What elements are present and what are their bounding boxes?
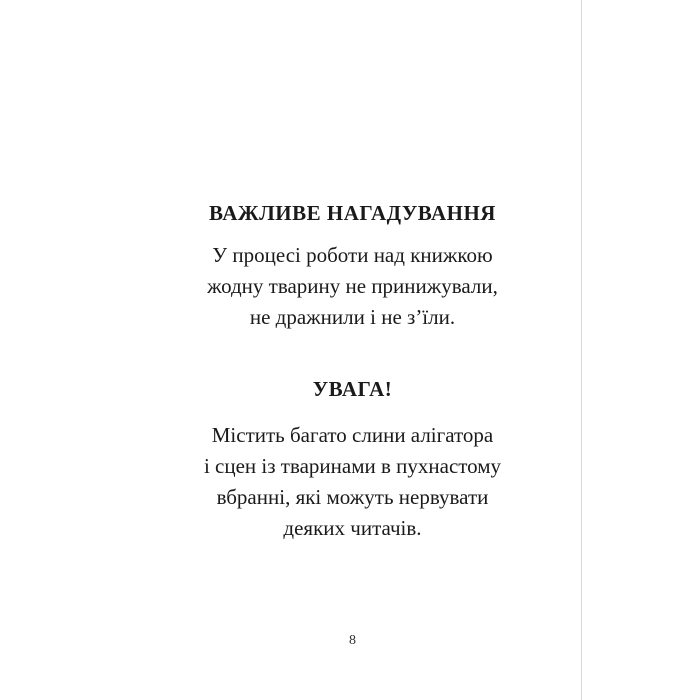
warning-line: деяких читачів. xyxy=(283,516,422,540)
warning-heading: УВАГА! xyxy=(312,377,393,401)
reminder-line: У процесі роботи над книжкою xyxy=(212,243,493,267)
warning-line: і сцен із тваринами в пухнастому xyxy=(203,454,502,478)
reminder-line: жодну тварину не принижували, xyxy=(207,274,498,298)
warning-line: Містить багато слини алігатора xyxy=(211,423,494,447)
page-edge-divider xyxy=(581,0,582,700)
reminder-line: не дражнили і не з’їли. xyxy=(249,305,456,329)
warning-line: вбранні, які можуть нервувати xyxy=(216,485,489,509)
warning-paragraph xyxy=(0,420,700,544)
page-number: 8 xyxy=(349,633,356,648)
reminder-heading: ВАЖЛИВЕ НАГАДУВАННЯ xyxy=(209,201,496,225)
reminder-paragraph xyxy=(0,240,700,333)
